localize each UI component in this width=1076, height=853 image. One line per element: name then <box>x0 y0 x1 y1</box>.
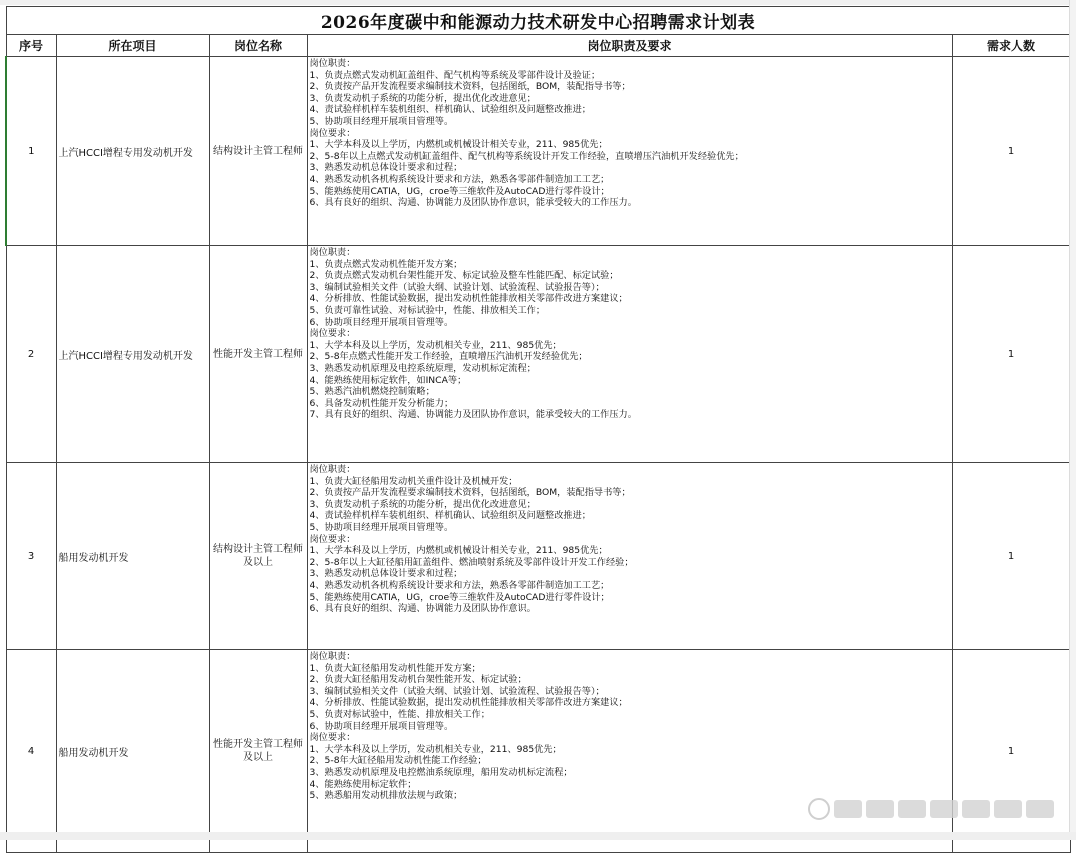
duty-line: 6、协助项目经理开展项目管理等。 <box>309 316 454 328</box>
duty-line: 2、5-8年以上大缸径船用缸盖组件、燃油喷射系统及零部件设计开发工作经验； <box>309 556 634 568</box>
duty-line: 5、协助项目经理开展项目管理等。 <box>309 521 454 533</box>
duty-line: 4、熟悉发动机各机构系统设计要求和方法，熟悉各零部件制造加工工艺； <box>309 173 610 185</box>
table-row <box>6 57 1070 246</box>
vertical-scrollbar[interactable] <box>1069 0 1076 840</box>
duty-line: 5、负责可靠性试验、对标试验中，性能、排放相关工作； <box>309 304 546 316</box>
row-project: 上汽HCCI增程专用发动机开发 <box>56 57 209 246</box>
duty-line: 4、能熟练使用标定软件； <box>309 778 417 790</box>
table-row <box>6 246 1070 463</box>
duty-line: 4、责试验样机样车装机组织、样机确认、试验组织及问题整改推进； <box>309 104 591 116</box>
duty-line: 6、具有良好的组织、沟通、协调能力及团队协作意识，能承受较大的工作压力。 <box>309 197 637 209</box>
table-row <box>6 463 1070 650</box>
recruitment-table <box>5 6 1071 853</box>
duty-line: 4、能熟练使用标定软件，如INCA等； <box>309 374 467 386</box>
row-count: 1 <box>952 650 1070 853</box>
duty-line: 岗位职责： <box>309 58 356 69</box>
row-seq: 1 <box>6 57 56 246</box>
row-count: 1 <box>952 246 1070 463</box>
duty-line: 4、分析排放、性能试验数据，提出发动机性能排放相关零部件改进方案建议； <box>309 697 628 709</box>
watermark-glyph <box>898 800 926 818</box>
row-position: 结构设计主管工程师及以上 <box>209 463 307 650</box>
duty-line: 岗位要求： <box>309 127 356 139</box>
watermark-glyph <box>962 800 990 818</box>
duty-line: 岗位职责： <box>309 464 356 475</box>
row-position: 性能开发主管工程师及以上 <box>209 650 307 853</box>
watermark-logo-icon <box>808 798 830 820</box>
duty-line: 2、5-8年大缸径船用发动机性能工作经验； <box>309 755 487 767</box>
duty-line: 2、负责点燃式发动机台架性能开发、标定试验及整车性能匹配、标定试验； <box>309 270 619 282</box>
duty-line: 6、具备发动机性能开发分析能力； <box>309 397 454 409</box>
row-project: 上汽HCCI增程专用发动机开发 <box>56 246 209 463</box>
duty-line: 4、责试验样机样车装机组织、样机确认、试验组织及问题整改推进； <box>309 510 591 522</box>
duty-line: 3、熟悉发动机总体设计要求和过程； <box>309 568 463 580</box>
duty-line: 岗位职责： <box>309 247 356 258</box>
top-border-strip <box>0 0 1076 5</box>
watermark-glyph <box>834 800 862 818</box>
duty-line: 1、大学本科及以上学历，发动机相关专业，211、985优先； <box>309 339 562 351</box>
header-position: 岗位名称 <box>209 35 307 57</box>
duty-line: 3、负责发动机子系统的功能分析，提出优化改进意见； <box>309 498 536 510</box>
row-seq: 2 <box>6 246 56 463</box>
row-duties <box>307 246 952 463</box>
duty-line: 2、负责按产品开发流程要求编制技术资料，包括图纸，BOM，装配指导书等； <box>309 81 631 93</box>
header-row <box>6 35 1070 57</box>
row-count: 1 <box>952 57 1070 246</box>
duty-line: 1、负责大缸径船用发动机关重件设计及机械开发； <box>309 475 518 487</box>
duty-line: 岗位要求： <box>309 328 356 340</box>
duty-line: 2、负责大缸径船用发动机台架性能开发、标定试验； <box>309 674 527 686</box>
duty-line: 7、具有良好的组织、沟通、协调能力及团队协作意识，能承受较大的工作压力。 <box>309 409 637 421</box>
watermark-glyph <box>994 800 1022 818</box>
duty-line: 岗位要求： <box>309 533 356 545</box>
duty-line: 4、熟悉发动机各机构系统设计要求和方法，熟悉各零部件制造加工工艺； <box>309 579 610 591</box>
duty-line: 岗位要求： <box>309 732 356 744</box>
duty-line: 5、负责对标试验中，性能、排放相关工作； <box>309 708 490 720</box>
watermark <box>808 795 1066 823</box>
duty-line: 6、具有良好的组织、沟通、协调能力及团队协作意识。 <box>309 603 536 615</box>
duty-line: 5、熟悉汽油机燃烧控制策略； <box>309 386 435 398</box>
duty-line: 岗位职责： <box>309 651 356 662</box>
duty-line: 3、编制试验相关文件（试验大纲、试验计划、试验流程、试验报告等）； <box>309 281 605 293</box>
header-seq: 序号 <box>6 35 56 57</box>
row-duties <box>307 57 952 246</box>
header-count: 需求人数 <box>952 35 1070 57</box>
row-count: 1 <box>952 463 1070 650</box>
duty-line: 5、协助项目经理开展项目管理等。 <box>309 115 454 127</box>
duty-line: 5、熟悉船用发动机排放法规与政策； <box>309 790 463 802</box>
row-position: 结构设计主管工程师 <box>209 57 307 246</box>
horizontal-scrollbar[interactable] <box>0 832 1076 840</box>
duty-line: 5、能熟练使用CATIA，UG，croe等三维软件及AutoCAD进行零件设计； <box>309 591 610 603</box>
duty-line: 3、熟悉发动机总体设计要求和过程； <box>309 162 463 174</box>
watermark-glyph <box>866 800 894 818</box>
watermark-glyph <box>1026 800 1054 818</box>
duty-line: 1、大学本科及以上学历，内燃机或机械设计相关专业，211、985优先； <box>309 545 608 557</box>
header-project: 所在项目 <box>56 35 209 57</box>
duty-line: 1、大学本科及以上学历，内燃机或机械设计相关专业，211、985优先； <box>309 139 608 151</box>
row-duties <box>307 463 952 650</box>
duty-line: 2、5-8年点燃式性能开发工作经验，直喷增压汽油机开发经验优先； <box>309 351 588 363</box>
row-seq: 4 <box>6 650 56 853</box>
row-project: 船用发动机开发 <box>56 650 209 853</box>
duty-line: 1、负责点燃式发动机性能开发方案； <box>309 258 463 270</box>
duty-line: 5、能熟练使用CATIA，UG，croe等三维软件及AutoCAD进行零件设计； <box>309 185 610 197</box>
header-duties: 岗位职责及要求 <box>307 35 952 57</box>
table-title: 2026年度碳中和能源动力技术研发中心招聘需求计划表 <box>6 7 1070 35</box>
duty-line: 6、协助项目经理开展项目管理等。 <box>309 720 454 732</box>
duty-line: 3、熟悉发动机原理及电控燃油系统原理，船用发动机标定流程； <box>309 766 573 778</box>
duty-line: 2、负责按产品开发流程要求编制技术资料，包括图纸，BOM，装配指导书等； <box>309 487 631 499</box>
row-project: 船用发动机开发 <box>56 463 209 650</box>
watermark-glyph <box>930 800 958 818</box>
duty-line: 1、负责点燃式发动机缸盖组件、配气机构等系统及零部件设计及验证； <box>309 69 601 81</box>
duty-line: 3、负责发动机子系统的功能分析，提出优化改进意见； <box>309 92 536 104</box>
duty-line: 4、分析排放、性能试验数据，提出发动机性能排放相关零部件改进方案建议； <box>309 293 628 305</box>
duty-line: 3、编制试验相关文件（试验大纲、试验计划、试验流程、试验报告等）； <box>309 685 605 697</box>
duty-line: 1、负责大缸径船用发动机性能开发方案； <box>309 662 481 674</box>
duty-line: 2、5-8年以上点燃式发动机缸盖组件、配气机构等系统设计开发工作经验，直喷增压汽油机开发经验优先； <box>309 150 744 162</box>
row-seq: 3 <box>6 463 56 650</box>
duty-line: 3、熟悉发动机原理及电控系统原理，发动机标定流程； <box>309 362 536 374</box>
row-position: 性能开发主管工程师 <box>209 246 307 463</box>
duty-line: 1、大学本科及以上学历，发动机相关专业，211、985优先； <box>309 743 562 755</box>
